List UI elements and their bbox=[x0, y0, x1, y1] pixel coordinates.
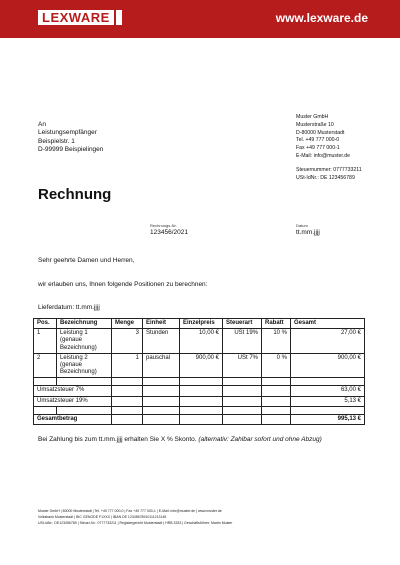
logo-stripe bbox=[116, 10, 122, 25]
invoice-number: 123456/2021 bbox=[150, 229, 188, 236]
delivery-date: Lieferdatum: tt.mm.jjjj bbox=[38, 304, 100, 311]
date-label: Datum bbox=[296, 223, 308, 228]
cell-quantity: 3 bbox=[112, 329, 143, 354]
cell-unit: Stunden bbox=[143, 329, 180, 354]
cell-quantity: 1 bbox=[112, 353, 143, 378]
cell-unit-price: 900,00 € bbox=[180, 353, 223, 378]
payment-terms bbox=[38, 436, 322, 443]
tax-label: Umsatzsteuer 7% bbox=[34, 386, 112, 396]
total-label: Gesamtbetrag bbox=[34, 414, 112, 424]
footer-line: USt-IdNr.: DE123456789 | Steuer-Nr.: 0777733211 | Registergericht Musterstadt | HRB 3333 | Geschäftsführer: Martin Muster bbox=[38, 521, 233, 525]
recipient-line: An bbox=[38, 121, 46, 128]
logo-text: LEXWARE bbox=[38, 10, 114, 25]
recipient-line: Leistungsempfänger bbox=[38, 129, 97, 137]
cell-tax-type: USt 19% bbox=[223, 329, 262, 354]
sender-tax-line: Steuernummer: 0777733211 bbox=[296, 166, 362, 173]
payment-terms-text: Bei Zahlung bis zum tt.mm.jjjj erhalten Sie X % Skonto. bbox=[38, 436, 197, 443]
page-footer bbox=[38, 508, 232, 526]
table-row bbox=[34, 353, 365, 378]
tax-value: 63,00 € bbox=[291, 386, 365, 396]
cell-pos: 2 bbox=[34, 353, 57, 378]
table-row bbox=[34, 329, 365, 354]
document-title: Rechnung bbox=[38, 186, 112, 203]
sender-line: E-Mail: info@muster.de bbox=[296, 152, 350, 159]
lexware-logo bbox=[38, 10, 122, 25]
footer-line: Muster GmbH | 80000 Musterstadt | Tel. +49 777 000-0 | Fax +49 777 000-1 | E-Mail: info@muster.de | www.muster.de bbox=[38, 509, 222, 513]
total-row bbox=[34, 414, 365, 424]
sender-address bbox=[296, 114, 362, 182]
website-link[interactable]: www.lexware.de bbox=[275, 11, 368, 25]
recipient-line: D-99999 Beispielingen bbox=[38, 145, 104, 153]
sender-line: Fax +49 777 000-1 bbox=[296, 145, 340, 152]
recipient-address bbox=[38, 121, 103, 154]
table-spacer-row bbox=[34, 378, 365, 386]
cell-unit-price: 10,00 € bbox=[180, 329, 223, 354]
col-header: Rabatt bbox=[262, 319, 291, 329]
tax-label: Umsatzsteuer 19% bbox=[34, 396, 112, 406]
header-banner bbox=[0, 0, 400, 38]
cell-discount: 10 % bbox=[262, 329, 291, 354]
col-header: Pos. bbox=[34, 319, 57, 329]
cell-total: 27,00 € bbox=[291, 329, 365, 354]
table-header-row bbox=[34, 319, 365, 329]
cell-description: Leistung 2 (genaue Bezeichnung) bbox=[57, 353, 112, 378]
invoice-number-label: Rechnungs-Nr. bbox=[150, 223, 177, 228]
cell-discount: 0 % bbox=[262, 353, 291, 378]
col-header: Einheit bbox=[143, 319, 180, 329]
tax-value: 5,13 € bbox=[291, 396, 365, 406]
sender-tax-line: USt-IdNr.: DE 123456789 bbox=[296, 174, 355, 181]
cell-tax-type: USt 7% bbox=[223, 353, 262, 378]
greeting: Sehr geehrte Damen und Herren, bbox=[38, 257, 135, 264]
col-header: Menge bbox=[112, 319, 143, 329]
invoice-date: tt.mm.jjjj bbox=[296, 229, 320, 236]
col-header: Bezeichnung bbox=[57, 319, 112, 329]
payment-terms-alternative: (alternativ: Zahlbar sofort und ohne Abzug) bbox=[198, 436, 322, 443]
items-table bbox=[33, 318, 365, 425]
cell-pos: 1 bbox=[34, 329, 57, 354]
col-header: Steuerart bbox=[223, 319, 262, 329]
sender-line: Muster GmbH bbox=[296, 114, 329, 120]
recipient-line: Beispielstr. 1 bbox=[38, 137, 75, 145]
col-header: Einzelpreis bbox=[180, 319, 223, 329]
table-spacer-row bbox=[34, 406, 365, 414]
sender-line: D-80000 Musterstadt bbox=[296, 129, 345, 136]
intro-text: wir erlauben uns, Ihnen folgende Positionen zu berechnen: bbox=[38, 281, 208, 288]
sender-line: Musterstraße 10 bbox=[296, 121, 334, 128]
cell-total: 900,00 € bbox=[291, 353, 365, 378]
sender-line: Tel. +49 777 000-0 bbox=[296, 137, 340, 144]
tax-row bbox=[34, 396, 365, 406]
cell-description: Leistung 1 (genaue Bezeichnung) bbox=[57, 329, 112, 354]
footer-line: Volksbank Musterstadt | BIC GENODE F1XXX | IBAN DE 12345678910111213145 bbox=[38, 515, 167, 519]
cell-unit: pauschal bbox=[143, 353, 180, 378]
tax-row bbox=[34, 386, 365, 396]
col-header: Gesamt bbox=[291, 319, 365, 329]
total-value: 995,13 € bbox=[291, 414, 365, 424]
